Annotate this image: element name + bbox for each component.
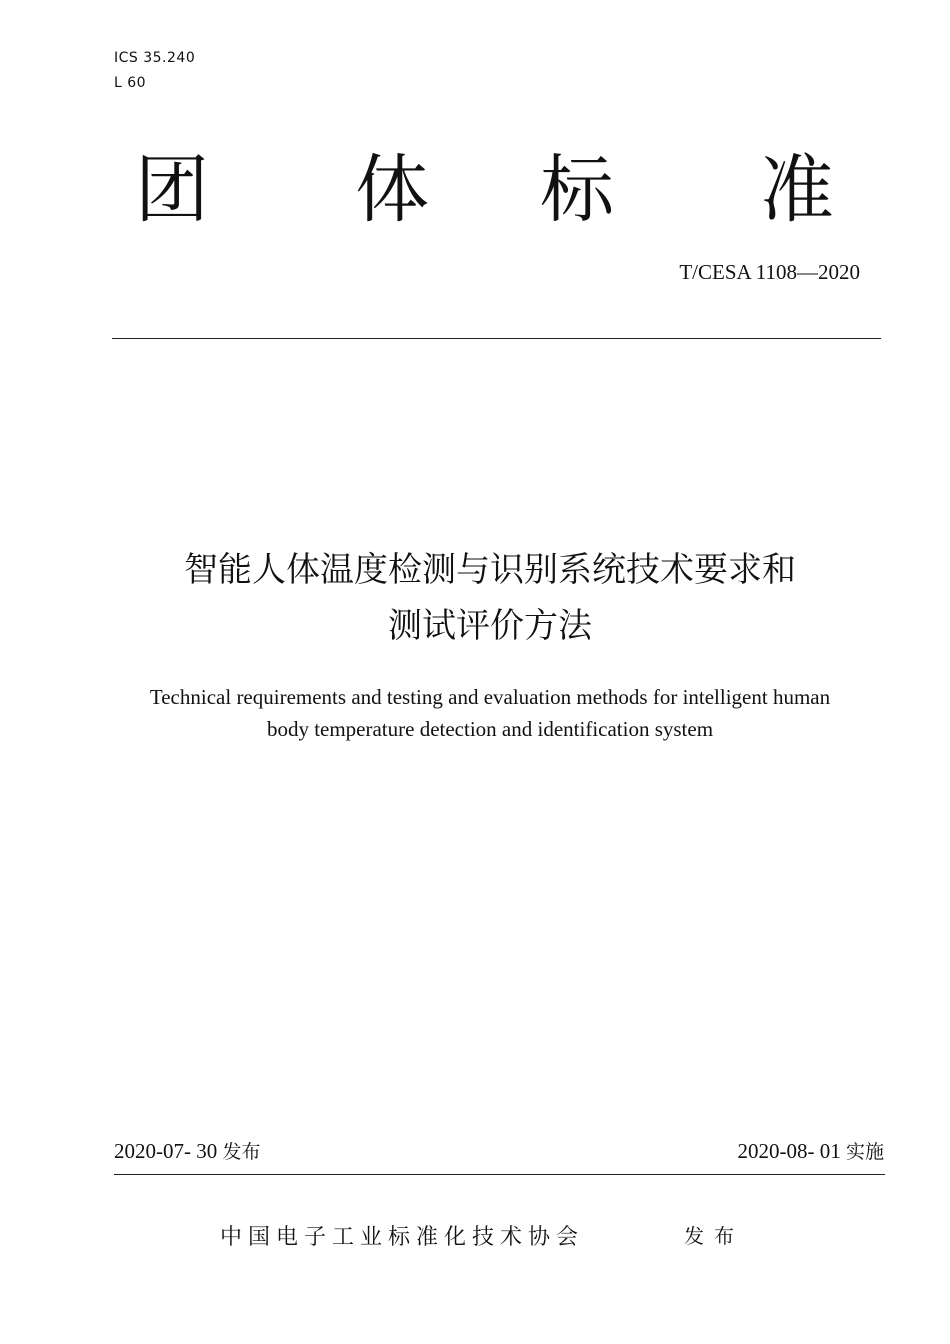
title-english-line-1: Technical requirements and testing and evaluation methods for intelligent human xyxy=(149,685,831,709)
title-chinese-line-2: 测试评价方法 xyxy=(388,606,592,646)
category-char-2: 体 xyxy=(355,147,429,233)
ccs-code: L 60 xyxy=(114,75,147,91)
standard-number: T/CESA 1108—2020 xyxy=(679,260,860,284)
implementation-date-label: 实施 xyxy=(845,1141,884,1163)
title-chinese-line-1: 智能人体温度检测与识别系统技术要求和 xyxy=(184,550,796,590)
issue-date-label: 发布 xyxy=(222,1141,261,1163)
footer-divider xyxy=(114,1174,885,1175)
implementation-date xyxy=(737,1138,884,1165)
header-divider xyxy=(112,338,881,339)
ics-code: ICS 35.240 xyxy=(114,50,196,66)
title-english-line-2: body temperature detection and identification system xyxy=(266,717,714,741)
category-char-4: 准 xyxy=(760,147,834,233)
issue-date-value: 2020-07- 30 xyxy=(114,1139,218,1163)
publisher-name: 中国电子工业标准化技术协会 xyxy=(220,1225,585,1250)
publish-label: 发布 xyxy=(684,1224,744,1248)
issue-date xyxy=(114,1138,261,1165)
category-char-3: 标 xyxy=(540,147,614,233)
category-char-1: 团 xyxy=(135,147,209,233)
implementation-date-value: 2020-08- 01 xyxy=(737,1139,841,1163)
